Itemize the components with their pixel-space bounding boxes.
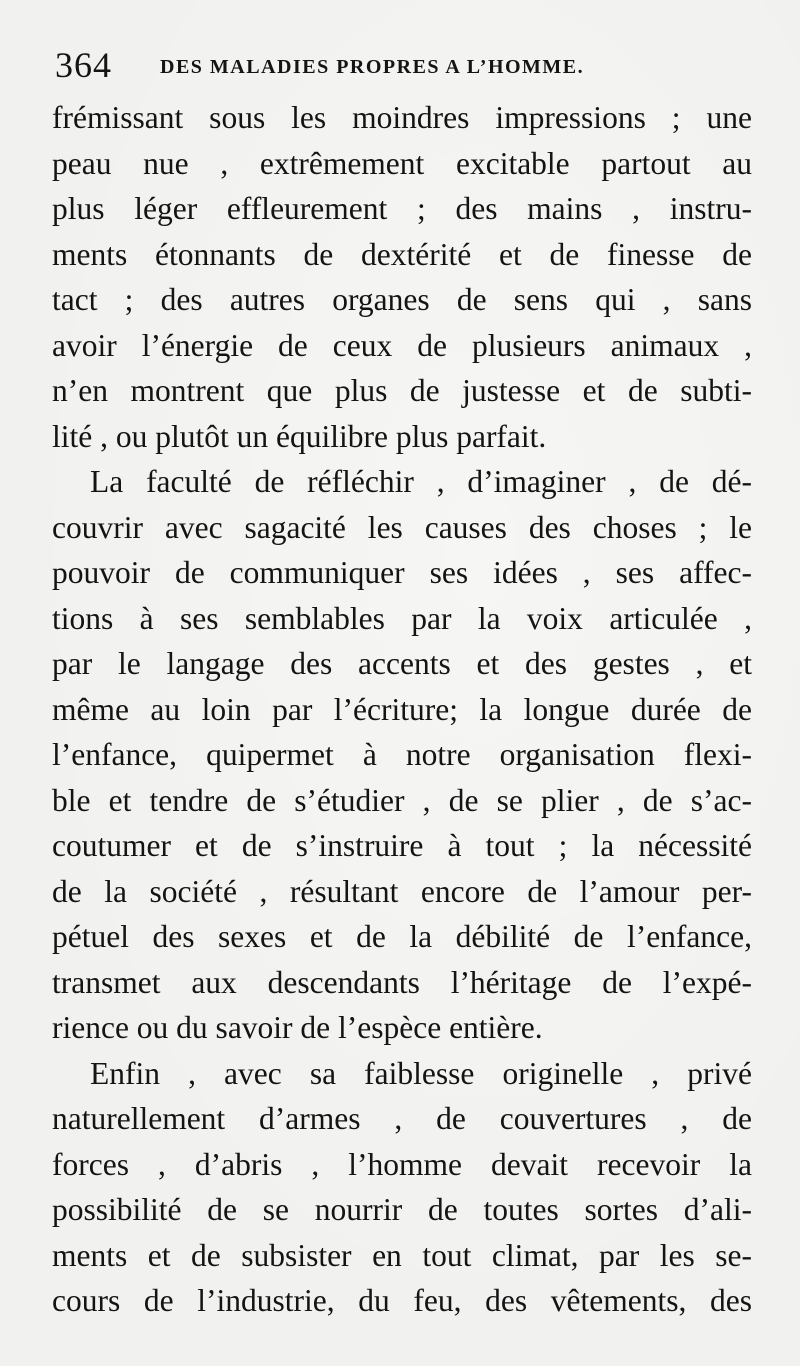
text-line: peau nue , extrêmement excitable partout au [52,145,752,181]
text-line: frémissant sous les moindres impressions ; une [52,100,752,135]
text-line: ments et de subsister en tout climat, par les se- [52,1237,752,1273]
text-line: rience ou du savoir de l’espèce entière. [52,1010,543,1045]
text-line: avoir l’énergie de ceux de plusieurs animaux , [52,327,752,363]
text-line: lité , ou plutôt un équilibre plus parfait. [52,418,547,454]
text-line: naturellement d’armes , de couvertures , de [52,1101,752,1136]
text-line: de la société , résultant encore de l’amour per- [52,873,752,909]
text-line: plus léger effleurement ; des mains , instru- [52,191,752,226]
text-line: l’enfance, quipermet à notre organisation flexi- [52,737,752,772]
text-line: pouvoir de communiquer ses idées , ses affec- [52,555,752,590]
page-header [55,45,745,85]
running-head: DES MALADIES PROPRES A L’HOMME. [160,56,585,78]
text-line: couvrir avec sagacité les causes des choses ; le [52,509,752,545]
text-line: cours de l’industrie, du feu, des vêtements, des [52,1283,752,1318]
text-line: par le langage des accents et des gestes , et [52,646,752,681]
paragraph-first-line: La faculté de réfléchir , d’imaginer , de dé- [90,464,752,499]
page-number: 364 [55,45,112,85]
text-line: coutumer et de s’instruire à tout ; la nécessité [52,828,752,863]
text-line: ble et tendre de s’étudier , de se plier , de s’ac- [52,782,752,818]
body-text [52,95,752,1324]
text-line: pétuel des sexes et de la débilité de l’enfance, [52,919,752,954]
text-line: transmet aux descendants l’héritage de l’expé- [52,964,752,1000]
text-line: possibilité de se nourrir de toutes sortes d’ali- [52,1192,752,1227]
paragraph-first-line: Enfin , avec sa faiblesse originelle , privé [90,1055,752,1091]
text-line: tact ; des autres organes de sens qui , sans [52,282,752,317]
text-line: forces , d’abris , l’homme devait recevoir la [52,1146,752,1182]
text-line: ments étonnants de dextérité et de finesse de [52,236,752,272]
text-line: même au loin par l’écriture; la longue durée de [52,691,752,727]
text-line: tions à ses semblables par la voix articulée , [52,600,752,636]
text-line: n’en montrent que plus de justesse et de subti- [52,373,752,408]
